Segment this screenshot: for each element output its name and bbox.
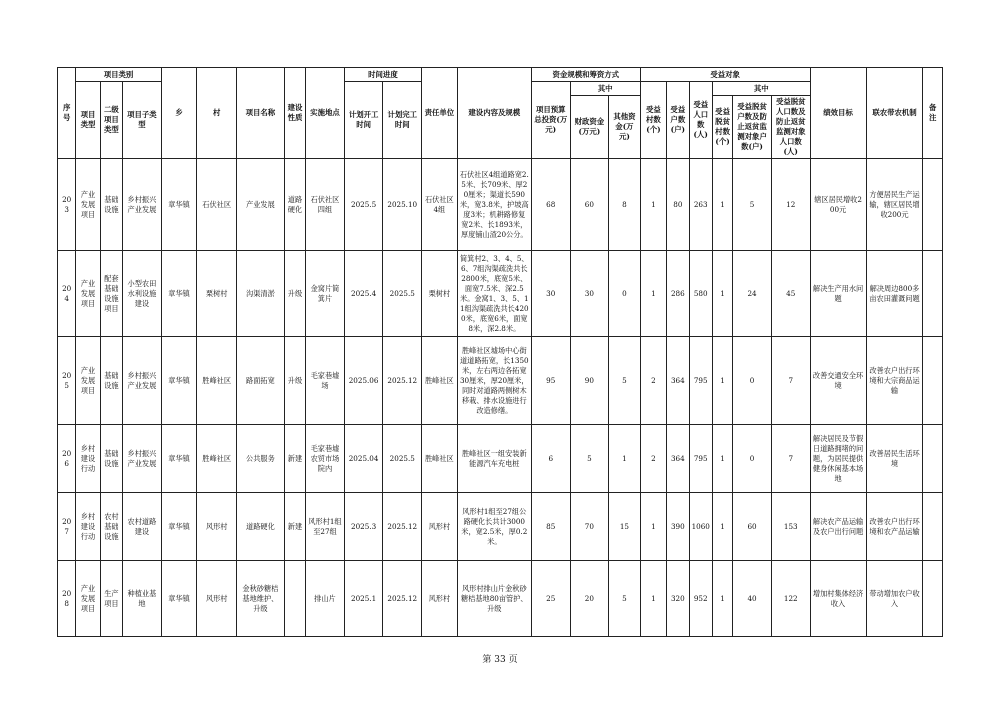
budget-cell: 30: [531, 251, 570, 337]
performance-goal-cell: 解决农产品运输及农户出行问题: [810, 493, 866, 561]
fiscal-funds-cell: 5: [570, 425, 609, 493]
subsub-type-cell: 小型农田水利设施建设: [123, 251, 162, 337]
link-mechanism-cell: 带动增加农户收入: [866, 561, 923, 637]
budget-cell: 68: [531, 159, 570, 251]
other-funds-cell: 0: [609, 251, 641, 337]
header-location: 实施地点: [306, 68, 345, 159]
plan-end-cell: 2025.12: [383, 337, 422, 425]
responsible-unit-cell: 栗树村: [422, 251, 458, 337]
project-type-cell: 乡村建设行动: [76, 425, 100, 493]
header-township: 乡: [161, 68, 197, 159]
subsub-type-cell: 乡村振兴产业发展: [123, 425, 162, 493]
plan-start-cell: 2025.06: [344, 337, 383, 425]
project-type-cell: 产业发展项目: [76, 159, 100, 251]
sub-type-cell: 基础设施: [100, 337, 122, 425]
project-name-cell: 金秋砂糖桔基地维护、升级: [237, 561, 285, 637]
responsible-unit-cell: 胜峰社区: [422, 337, 458, 425]
performance-goal-cell: 解决居民及节假日道路拥堵的问题，为居民提供健身休闲基本场地: [810, 425, 866, 493]
plan-end-cell: 2025.12: [383, 561, 422, 637]
township-cell: 章华镇: [161, 337, 197, 425]
location-cell: 毛家巷墟农贸市场院内: [306, 425, 345, 493]
table-row: [58, 561, 943, 637]
header-responsible-unit: 责任单位: [422, 68, 458, 159]
construction-nature-cell: 新建: [284, 493, 305, 561]
project-name-cell: 产业发展: [237, 159, 285, 251]
poverty-households-cell: 60: [733, 493, 772, 561]
sub-type-cell: 生产项目: [100, 561, 122, 637]
table-row: [58, 493, 943, 561]
header-link-mechanism: 联农带农机制: [866, 68, 923, 159]
benef-households-cell: 286: [667, 251, 689, 337]
header-construction-nature: 建设性质: [284, 68, 305, 159]
other-funds-cell: 1: [609, 425, 641, 493]
plan-end-cell: 2025.5: [383, 251, 422, 337]
location-cell: 毛家巷墟场: [306, 337, 345, 425]
benef-villages-cell: 1: [640, 251, 666, 337]
responsible-unit-cell: 风形村: [422, 493, 458, 561]
plan-start-cell: 2025.5: [344, 159, 383, 251]
project-name-cell: 沟渠清淤: [237, 251, 285, 337]
location-cell: 金窝片简箕片: [306, 251, 345, 337]
poverty-households-cell: 5: [733, 159, 772, 251]
sub-type-cell: 配套基础设施项目: [100, 251, 122, 337]
poverty-population-cell: 7: [771, 425, 810, 493]
poverty-households-cell: 24: [733, 251, 772, 337]
page-number: 第 33 页: [482, 655, 518, 665]
other-funds-cell: 5: [609, 561, 641, 637]
header-subsub-type: 项目子类型: [123, 82, 162, 159]
plan-start-cell: 2025.04: [344, 425, 383, 493]
remarks-cell: [923, 251, 943, 337]
benef-population-cell: 795: [689, 425, 712, 493]
benef-households-cell: 364: [667, 337, 689, 425]
other-funds-cell: 5: [609, 337, 641, 425]
performance-goal-cell: 解决生产用水问题: [810, 251, 866, 337]
fiscal-funds-cell: 90: [570, 337, 609, 425]
budget-cell: 25: [531, 561, 570, 637]
header-performance-goal: 绩效目标: [810, 68, 866, 159]
benef-villages-cell: 2: [640, 337, 666, 425]
responsible-unit-cell: 石伏社区4组: [422, 159, 458, 251]
poverty-households-cell: 0: [733, 337, 772, 425]
seq-cell: 203: [58, 159, 76, 251]
performance-goal-cell: 改善交通安全环境: [810, 337, 866, 425]
project-type-cell: 乡村建设行动: [76, 493, 100, 561]
header-sub-type: 二级项目类型: [100, 82, 122, 159]
poverty-population-cell: 122: [771, 561, 810, 637]
project-type-cell: 产业发展项目: [76, 561, 100, 637]
remarks-cell: [923, 425, 943, 493]
plan-end-cell: 2025.10: [383, 159, 422, 251]
subsub-type-cell: 乡村振兴产业发展: [123, 159, 162, 251]
remarks-cell: [923, 561, 943, 637]
content-cell: 简箕村2、3、4、5、6、7组沟渠疏洗共长2800米，底宽5米、面宽7.5米、深2.5米。金窝1、3、5、11组沟渠疏洗共长4200米，底宽6米，面宽8米，深2.8米。: [457, 251, 531, 337]
project-type-cell: 产业发展项目: [76, 251, 100, 337]
project-name-cell: 路面拓宽: [237, 337, 285, 425]
header-project-name: 项目名称: [237, 68, 285, 159]
project-name-cell: 公共服务: [237, 425, 285, 493]
remarks-cell: [923, 493, 943, 561]
construction-nature-cell: 升级: [284, 251, 305, 337]
construction-nature-cell: [284, 561, 305, 637]
table-row: [58, 337, 943, 425]
header-poverty-households: 受益脱贫户数及防止返贫监测对象户数(户): [733, 96, 772, 159]
seq-cell: 206: [58, 425, 76, 493]
sub-type-cell: 基础设施: [100, 159, 122, 251]
benef-households-cell: 364: [667, 425, 689, 493]
header-plan-end: 计划完工时间: [383, 82, 422, 159]
benef-households-cell: 80: [667, 159, 689, 251]
benef-villages-cell: 1: [640, 159, 666, 251]
seq-cell: 207: [58, 493, 76, 561]
header-beneficiary-group: 受益对象: [640, 68, 810, 82]
benef-population-cell: 952: [689, 561, 712, 637]
header-budget-total: 项目预算总投资(万元): [531, 82, 570, 159]
header-funding-group: 资金规模和筹资方式: [531, 68, 640, 82]
table-row: [58, 425, 943, 493]
location-cell: 风形村1组至27组: [306, 493, 345, 561]
seq-cell: 205: [58, 337, 76, 425]
poverty-population-cell: 12: [771, 159, 810, 251]
poverty-villages-cell: 1: [712, 425, 732, 493]
header-plan-start: 计划开工时间: [344, 82, 383, 159]
other-funds-cell: 15: [609, 493, 641, 561]
project-type-cell: 产业发展项目: [76, 337, 100, 425]
plan-start-cell: 2025.1: [344, 561, 383, 637]
header-project-type: 项目类型: [76, 82, 100, 159]
location-cell: 石伏社区四组: [306, 159, 345, 251]
header-benef-population: 受益人口数(人): [689, 82, 712, 159]
benef-villages-cell: 1: [640, 493, 666, 561]
header-village: 村: [197, 68, 237, 159]
project-table: [57, 67, 943, 637]
header-benef-villages: 受益村数(个): [640, 82, 666, 159]
poverty-villages-cell: 1: [712, 337, 732, 425]
poverty-households-cell: 40: [733, 561, 772, 637]
remarks-cell: [923, 159, 943, 251]
construction-nature-cell: 升级: [284, 337, 305, 425]
performance-goal-cell: 增加村集体经济收入: [810, 561, 866, 637]
link-mechanism-cell: 改善农户出行环境和大宗商品运输: [866, 337, 923, 425]
construction-nature-cell: 道路硬化: [284, 159, 305, 251]
header-schedule-group: 时间进度: [344, 68, 421, 82]
construction-nature-cell: 新建: [284, 425, 305, 493]
budget-cell: 6: [531, 425, 570, 493]
benef-population-cell: 580: [689, 251, 712, 337]
project-name-cell: 道路硬化: [237, 493, 285, 561]
township-cell: 章华镇: [161, 159, 197, 251]
village-cell: 石伏社区: [197, 159, 237, 251]
content-cell: 风形村排山片金秋砂糖桔基地80亩管护、升级: [457, 561, 531, 637]
link-mechanism-cell: 改善农户出行环境和农产品运输: [866, 493, 923, 561]
poverty-villages-cell: 1: [712, 493, 732, 561]
budget-cell: 95: [531, 337, 570, 425]
subsub-type-cell: 农村道路建设: [123, 493, 162, 561]
township-cell: 章华镇: [161, 561, 197, 637]
header-poverty-villages: 受益脱贫村数(个): [712, 96, 732, 159]
header-funding-among: 其中: [570, 82, 640, 96]
benef-population-cell: 263: [689, 159, 712, 251]
poverty-villages-cell: 1: [712, 159, 732, 251]
location-cell: 排山片: [306, 561, 345, 637]
village-cell: 胜峰社区: [197, 425, 237, 493]
poverty-population-cell: 7: [771, 337, 810, 425]
content-cell: 石伏社区4组道路宽2.5米、长709米、厚20厘米；渠道长590米，宽3.8米，护坡高度3米；机耕路修复宽2米、长1893米，厚度铺山渣20公分。: [457, 159, 531, 251]
table-body: [58, 159, 943, 637]
content-cell: 胜峰社区一组安装新能源汽车充电桩: [457, 425, 531, 493]
poverty-population-cell: 153: [771, 493, 810, 561]
township-cell: 章华镇: [161, 493, 197, 561]
content-cell: 胜峰社区墟场中心街道道路拓宽，长1350米，左右两边各拓宽30厘米，厚20厘米，同时对道路两侧树木移栽、排水设施进行改造修缮。: [457, 337, 531, 425]
township-cell: 章华镇: [161, 251, 197, 337]
sub-type-cell: 农村基础设施: [100, 493, 122, 561]
header-category-group: 项目类别: [76, 68, 161, 82]
benef-population-cell: 795: [689, 337, 712, 425]
poverty-villages-cell: 1: [712, 561, 732, 637]
seq-cell: 208: [58, 561, 76, 637]
benef-villages-cell: 1: [640, 561, 666, 637]
sub-type-cell: 基础设施: [100, 425, 122, 493]
header-benef-households: 受益户数(户): [667, 82, 689, 159]
fiscal-funds-cell: 30: [570, 251, 609, 337]
poverty-households-cell: 0: [733, 425, 772, 493]
fiscal-funds-cell: 70: [570, 493, 609, 561]
seq-cell: 204: [58, 251, 76, 337]
fiscal-funds-cell: 20: [570, 561, 609, 637]
content-cell: 风形村1组至27组公路硬化长共计3000米，宽2.5米，厚0.2米。: [457, 493, 531, 561]
responsible-unit-cell: 胜峰社区: [422, 425, 458, 493]
header-benef-among: 其中: [712, 82, 810, 96]
subsub-type-cell: 种植业基地: [123, 561, 162, 637]
header-poverty-population: 受益脱贫人口数及防止返贫监测对象人口数(人): [771, 96, 810, 159]
plan-end-cell: 2025.12: [383, 493, 422, 561]
performance-goal-cell: 辖区居民增收200元: [810, 159, 866, 251]
link-mechanism-cell: 改善居民生活环境: [866, 425, 923, 493]
responsible-unit-cell: 风形村: [422, 561, 458, 637]
link-mechanism-cell: 解决周边800多亩农田灌溉问题: [866, 251, 923, 337]
benef-households-cell: 320: [667, 561, 689, 637]
township-cell: 章华镇: [161, 425, 197, 493]
header-content-scale: 建设内容及规模: [457, 68, 531, 159]
subsub-type-cell: 乡村振兴产业发展: [123, 337, 162, 425]
plan-end-cell: 2025.5: [383, 425, 422, 493]
header-remarks: 备注: [923, 68, 943, 159]
other-funds-cell: 8: [609, 159, 641, 251]
village-cell: 风形村: [197, 561, 237, 637]
village-cell: 风形村: [197, 493, 237, 561]
budget-cell: 85: [531, 493, 570, 561]
village-cell: 栗树村: [197, 251, 237, 337]
fiscal-funds-cell: 60: [570, 159, 609, 251]
header-fiscal-funds: 财政资金(万元): [570, 96, 609, 159]
benef-population-cell: 1060: [689, 493, 712, 561]
header-seq: 序号: [58, 68, 76, 159]
header-other-funds: 其他资金(万元): [609, 96, 641, 159]
village-cell: 胜峰社区: [197, 337, 237, 425]
benef-households-cell: 390: [667, 493, 689, 561]
plan-start-cell: 2025.3: [344, 493, 383, 561]
remarks-cell: [923, 337, 943, 425]
link-mechanism-cell: 方便居民生产运输，辖区居民增收200元: [866, 159, 923, 251]
poverty-population-cell: 45: [771, 251, 810, 337]
benef-villages-cell: 2: [640, 425, 666, 493]
poverty-villages-cell: 1: [712, 251, 732, 337]
plan-start-cell: 2025.4: [344, 251, 383, 337]
table-row: [58, 159, 943, 251]
table-row: [58, 251, 943, 337]
